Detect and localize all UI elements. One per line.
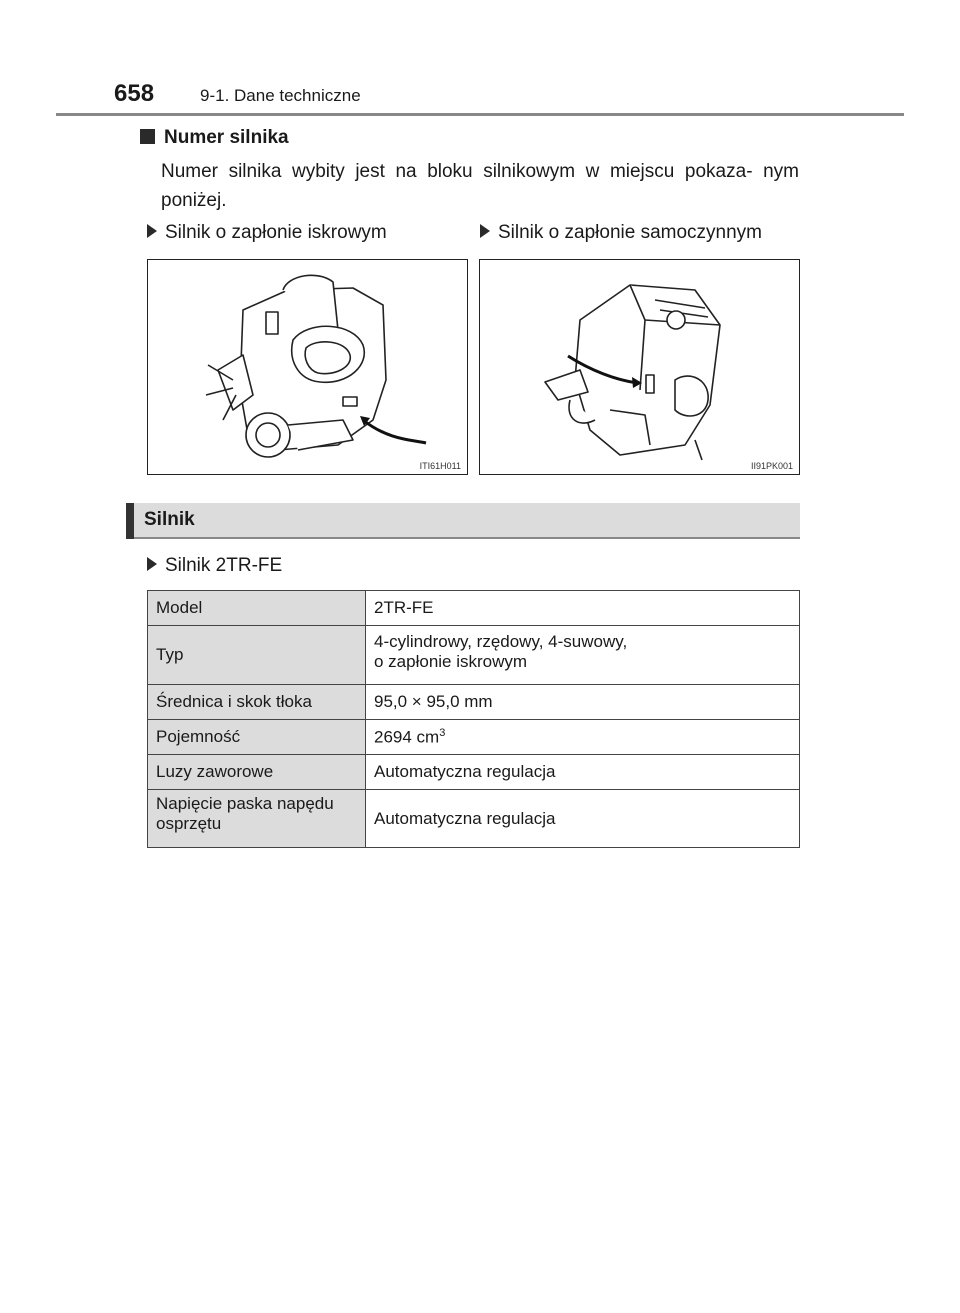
spec-key: Typ xyxy=(148,626,366,685)
caption-diesel: Silnik o zapłonie samoczynnym xyxy=(480,222,762,244)
caption-petrol: Silnik o zapłonie iskrowym xyxy=(147,222,387,244)
page-number: 658 xyxy=(114,80,155,107)
figure-diesel-engine xyxy=(479,259,800,475)
table-row xyxy=(148,755,800,790)
spec-key: Luzy zaworowe xyxy=(148,755,366,790)
section-title: 9-1. Dane techniczne xyxy=(200,86,361,105)
triangle-bullet-icon xyxy=(147,557,157,571)
spec-value: 2694 $cm^3$ xyxy=(366,720,800,755)
spec-key: Pojemność xyxy=(148,720,366,755)
table-row xyxy=(148,790,800,848)
triangle-bullet-icon xyxy=(480,224,490,238)
header-rule xyxy=(56,113,904,116)
spec-value: Automatyczna regulacja xyxy=(366,755,800,790)
table-row xyxy=(148,685,800,720)
table-row xyxy=(148,720,800,755)
spec-value: 95,0 × 95,0 mm xyxy=(366,685,800,720)
petrol-engine-illustration xyxy=(148,260,467,474)
section-band xyxy=(126,503,800,539)
table-row xyxy=(148,626,800,685)
spec-value: 4-cylindrowy, rzędowy, 4-suwowy, o zapłonie iskrowym xyxy=(366,626,800,685)
diesel-engine-illustration xyxy=(480,260,799,474)
engine-number-heading: Numer silnika xyxy=(140,127,289,149)
figure-code-left: ITI61H011 xyxy=(419,461,461,471)
engine-spec-table xyxy=(147,590,800,848)
section-band-marker xyxy=(126,503,134,539)
spec-value: Automatyczna regulacja xyxy=(366,790,800,848)
spec-key: Napięcie paska napędu osprzętu xyxy=(148,790,366,848)
section-band-title: Silnik xyxy=(144,509,195,530)
spec-key: Model xyxy=(148,591,366,626)
engine-subtitle: Silnik 2TR-FE xyxy=(147,555,282,577)
engine-number-text: Numer silnika wybity jest na bloku silnikowym w miejscu pokaza- nym poniżej. xyxy=(161,161,799,211)
square-bullet-icon xyxy=(140,129,155,144)
triangle-bullet-icon xyxy=(147,224,157,238)
table-row xyxy=(148,591,800,626)
figure-petrol-engine xyxy=(147,259,468,475)
figure-code-right: II91PK001 xyxy=(750,461,793,471)
spec-key: Średnica i skok tłoka xyxy=(148,685,366,720)
spec-value: 2TR-FE xyxy=(366,591,800,626)
